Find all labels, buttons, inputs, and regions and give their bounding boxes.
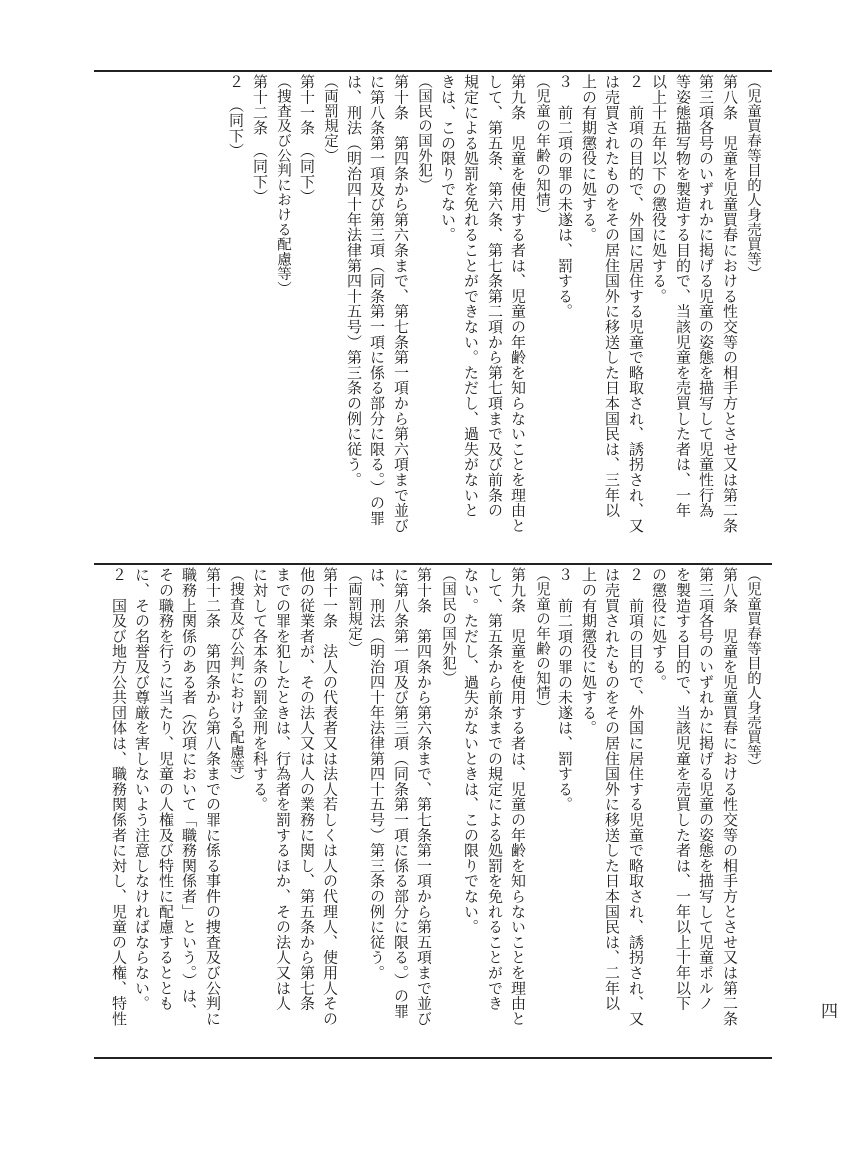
upper-heading: （児童の年齢の知情）: [534, 74, 550, 222]
top-rule: [94, 70, 772, 72]
lower-column: ２ 国及び地方公共団体は、職務関係者に対し、児童の人権、特性: [110, 567, 128, 1026]
lower-column: ２ 前項の目的で、外国に居住する児童で略取され、誘拐され、又: [627, 567, 645, 1026]
lower-column: 職務上関係のある者（次項において「職務関係者」という。）は、: [180, 567, 198, 1019]
upper-column: きは、この限りでない。: [439, 74, 457, 243]
lower-heading: （両罰規定）: [346, 567, 362, 656]
upper-column: ３ 前二項の罪の未遂は、罰する。: [556, 74, 574, 319]
upper-text-panel: [96, 74, 768, 564]
lower-column: に第八条第一項及び第三項（同条第一項に係る部分に限る。）の罪: [392, 567, 410, 1019]
upper-column: 第十二条 （同下）: [251, 74, 269, 205]
lower-column: ３ 前二項の罪の未遂は、罰する。: [556, 567, 574, 812]
upper-column: 等姿態描写物を製造する目的で、当該児童を売買した者は、一年: [674, 74, 692, 518]
bottom-rule: [94, 1057, 772, 1059]
upper-column: 以上十五年以下の懲役に処する。: [650, 74, 668, 304]
lower-heading: （国民の国外犯）: [440, 567, 456, 686]
lower-column: 第十一条 法人の代表者又は法人若しくは人の代理人、使用人その: [321, 567, 339, 1026]
lower-column: までの罪を犯したときは、行為者を罰するほか、その法人又は人: [274, 567, 292, 1011]
page-number: 四: [817, 1002, 837, 1019]
lower-text-panel: [96, 567, 768, 1057]
upper-heading: （捜査及び公判における配慮等）: [275, 74, 291, 296]
upper-column: 第十条 第四条から第六条まで、第七条第一項から第六項まで並び: [392, 74, 410, 533]
lower-column: 他の従業者が、その法人又は人の業務に関し、第五条から第七条: [298, 567, 316, 1011]
lower-column: 第九条 児童を使用する者は、児童の年齢を知らないことを理由と: [509, 567, 527, 1026]
upper-column: に第八条第一項及び第三項（同条第一項に係る部分に限る。）の罪: [368, 74, 386, 526]
lower-heading: （児童買春等目的人身売買等）: [745, 567, 761, 775]
lower-column: を製造する目的で、当該児童を売買した者は、一年以上十年以下: [674, 567, 692, 1011]
upper-column: 第八条 児童を児童買春における性交等の相手方とさせ又は第二条: [721, 74, 739, 533]
upper-heading: （国民の国外犯）: [416, 74, 432, 193]
upper-column: 上の有期懲役に処する。: [580, 74, 598, 243]
lower-column: 第八条 児童を児童買春における性交等の相手方とさせ又は第二条: [721, 567, 739, 1026]
upper-column: ２ 前項の目的で、外国に居住する児童で略取され、誘拐され、又: [627, 74, 645, 533]
upper-column: して、第五条、第六条、第七条第二項から第七項まで及び前条の: [486, 74, 504, 518]
lower-column: 上の有期懲役に処する。: [580, 567, 598, 736]
lower-column: して、第五条から前条までの規定による処罰を免れることができ: [486, 567, 504, 1011]
lower-heading: （児童の年齢の知情）: [534, 567, 550, 715]
upper-column: は売買されたものをその居住国外に移送した日本国民は、三年以: [603, 74, 621, 518]
upper-column: は、刑法（明治四十年法律第四十五号）第三条の例に従う。: [345, 74, 363, 488]
upper-column: ２ （同下）: [227, 74, 245, 159]
lower-heading: （捜査及び公判における配慮等）: [228, 567, 244, 789]
lower-column: ない。ただし、過失がないときは、この限りでない。: [462, 567, 480, 935]
lower-column: は売買されたものをその居住国外に移送した日本国民は、二年以: [603, 567, 621, 1011]
upper-column: 第九条 児童を使用する者は、児童の年齢を知らないことを理由と: [509, 74, 527, 533]
upper-column: 規定による処罰を免れることができない。ただし、過失がないと: [462, 74, 480, 518]
upper-heading: （両罰規定）: [322, 74, 338, 163]
lower-column: 第三項各号のいずれかに掲げる児童の姿態を描写して児童ポルノ: [697, 567, 715, 1011]
upper-column: 第三項各号のいずれかに掲げる児童の姿態を描写して児童性行為: [697, 74, 715, 518]
lower-column: 第十二条 第四条から第八条までの罪に係る事件の捜査及び公判に: [204, 567, 222, 1026]
upper-column: 第十一条 （同下）: [298, 74, 316, 205]
lower-column: に、その名誉及び尊厳を害しないよう注意しなければならない。: [133, 567, 151, 1011]
lower-column: は、刑法（明治四十年法律第四十五号）第三条の例に従う。: [368, 567, 386, 981]
upper-heading: （児童買春等目的人身売買等）: [745, 74, 761, 282]
lower-column: 第十条 第四条から第六条まで、第七条第一項から第五項まで並び: [415, 567, 433, 1026]
lower-column: に対して各本条の罰金刑を科する。: [251, 567, 269, 812]
lower-column: その職務を行うに当たり、児童の人権及び特性に配慮するととも: [157, 567, 175, 1011]
lower-column: の懲役に処する。: [650, 567, 668, 690]
